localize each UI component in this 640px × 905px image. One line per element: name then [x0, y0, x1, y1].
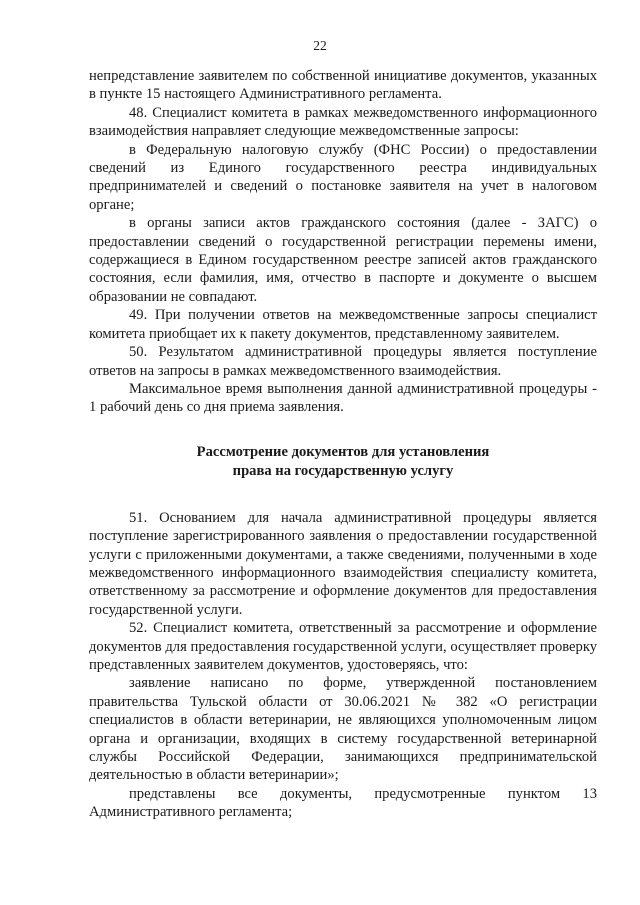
paragraph-max-time: Максимальное время выполнения данной административной процедуры - 1 рабочий день со дня приема заявления. — [89, 380, 597, 416]
document-body — [89, 67, 597, 822]
paragraph-zags-request: в органы записи актов гражданского состояния (далее - ЗАГС) о предоставлении сведений о государственной регистрации перемены имени, содержащиеся в Едином государственном реестре записей актов гражданского состояния, если фамилия, имя, отчество в паспорте и документе о высшем образовании не совпадают. — [89, 215, 597, 305]
paragraph-50: 50. Результатом административной процедуры является поступление ответов на запросы в рамках межведомственного взаимодействия. — [89, 344, 597, 379]
section-heading-line2: права на государственную услугу — [232, 462, 454, 479]
paragraph-continuation: непредставление заявителем по собственной инициативе документов, указанных в пункте 15 настоящего Административного регламента. — [89, 68, 597, 103]
section-heading — [89, 443, 597, 481]
paragraph-51: 51. Основанием для начала административной процедуры является поступление зарегистрированного заявления о предоставлении государственной услуги с приложенными документами, а также сведениями, полученными в ходе межведомственного информационного взаимодействия специалисту комитета, ответственному за рассмотрение и оформление документов для предоставления государственной услуги. — [89, 509, 597, 618]
paragraph-52: 52. Специалист комитета, ответственный за рассмотрение и оформление документов для предоставления государственной услуги, осуществляет проверку представленных заявителем документов, удостоверяясь, что: — [89, 620, 597, 673]
page-number: 22 — [313, 38, 327, 53]
paragraph-form-check: заявление написано по форме, утвержденной постановлением правительства Тульской области от 30.06.2021 № 382 «О регистрации специалистов в области ветеринарии, не являющихся уполномоченным лицом органа и организации, входящих в систему государственной ветеринарной службы Российской Федерации, занимающихся предпринимательской деятельностью в области ветеринарии»; — [89, 675, 597, 784]
paragraph-49: 49. При получении ответов на межведомственные запросы специалист комитета приобщает их к пакету документов, представленному заявителем. — [89, 307, 597, 342]
paragraph-documents-check: представлены все документы, предусмотренные пунктом 13 Административного регламента; — [89, 785, 597, 821]
paragraph-fns-request: в Федеральную налоговую службу (ФНС России) о предоставлении сведений из Единого государственного реестра индивидуальных предпринимателей и сведений о постановке заявителя на учет в налоговом органе; — [89, 141, 597, 213]
section-heading-line1: Рассмотрение документов для установления — [196, 443, 490, 460]
paragraph-48: 48. Специалист комитета в рамках межведомственного информационного взаимодействия направляет следующие межведомственные запросы: — [89, 104, 597, 140]
